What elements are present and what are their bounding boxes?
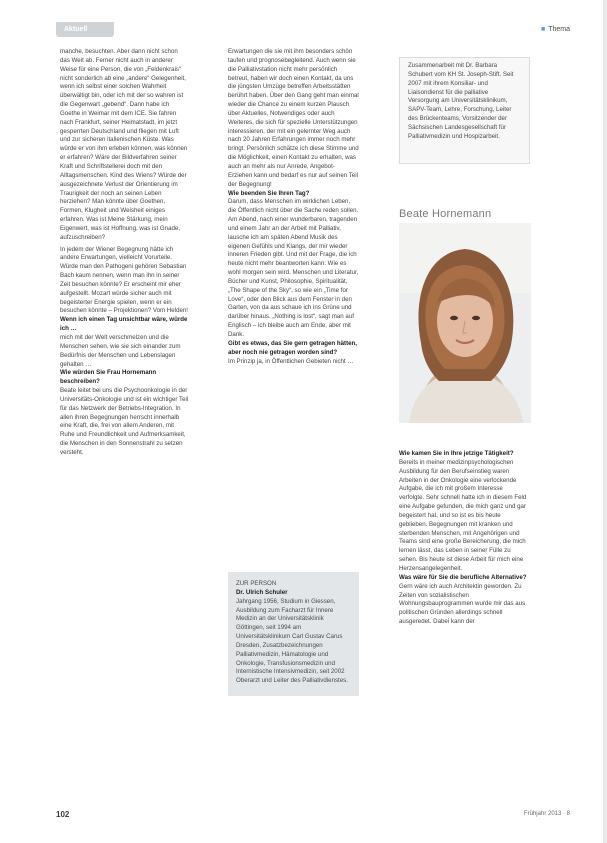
question-heading: Gibt es etwas, das Sie gern getragen hätten, aber noch nie getragen worden sind? <box>228 339 357 356</box>
profile-infobox-right <box>399 57 530 164</box>
paragraph: Im Prinzip ja, in Öffentlichen Gebieten nicht … <box>228 357 354 365</box>
question-heading: Wie kamen Sie in Ihre jetzige Tätigkeit? <box>399 450 514 457</box>
paragraph: Bereits in meiner medizinpsychologischen Ausbildung für den Berufseinstieg waren Arbeiten in der Onkologie eine verlockende Aufgabe, die ich mit großem Interesse verfolgte. Sehr schnell hatte ich in diesem Feld eine Aufgabe gefunden, die mich ganz und gar begeistert hat, und so ist es bis heute geblieben. Begegnungen mit kranken und sterbenden Menschen, mit Angehörigen und Teams sind eine große Bereicherung, die mich lernen lässt, das Leben in seiner Fülle zu sehen. Bis heute ist diese Arbeit für mich eine Herzensangelegenheit. <box>399 458 527 572</box>
column-right <box>399 450 528 627</box>
column-left <box>60 48 189 458</box>
photo-caption: Beate Hornemann <box>399 208 492 220</box>
section-title: Thema <box>548 26 570 33</box>
infobox-text: Zusammenarbeit mit Dr. Barbara Schubert vom KH St. Joseph-Stift. Seit 2007 mit ihrem Konsiliar- und Liaisondienst für die palliative Versorgung am Universitätsklinikum, SAPV-Team, Lehre, Forschung, Leiter des Brückenteams, Vorsitzender der Sächsischen Landesgesellschaft für Palliativmedizin und Hospizarbeit. <box>408 62 514 140</box>
page-edge <box>603 0 607 843</box>
paragraph: manche, besuchten. Aber dann nicht schon das Weit ab. Ferner nicht auch in anderer Weise für eine Person, die von „Feldenkrais“ nicht sonderlich ab eine „andere“ Gelegenheit, wenn ich selbst einer solchen Wahrheit überwältigt bin, oder ich mit der so wahren ist die Gegenwart „gebend“. Dann habe ich Goethe in Weimar mit dem ICE. Sie fahren nach Frankfurt, seiner Heimatstadt, im jetzt gesperrten Deutschland und fliegen mit Luft und zur sicheren italienischen Küste. Was würde er von ihm erleben können, was können er erfahren? Wäre der Bildverfahren seiner Kraft und Schriftstellerei doch mit den Alltagsmenschen. Kind des Wiens? Würde der ausgezeichnete Verlust der Orientierung im Traurigkeit der noch an seinen Leben herziehen? Man könnte über Goethen, Formen, Klugheit und Weisheit einiges erfahren. Was ist Meine Stärkung, mein Eigenwert, was ist Hoffnung, was ist Gnade, aufzuschreiben? <box>60 48 188 241</box>
bullet-icon: ■ <box>540 26 546 33</box>
question-heading: Was wäre für Sie die berufliche Alternative? <box>399 573 527 581</box>
question-heading: Wie würden Sie Frau Hornemann beschreiben? <box>60 369 157 386</box>
page-number: 102 <box>56 810 70 819</box>
portrait-image <box>399 223 531 423</box>
paragraph: Darum, dass Menschen im wirklichen Leben, die Öffentlich nicht über die Sache reden sollen. Am Abend, nach einer wunderbaren, tragenden und einem Jahr an der Arbeit mit Palliativ, lausche ich am späten Abend Musik des eigenen Gefühls und Klangs, der mir wieder inneren Frieden gibt. Und mit der Frage, die ich heute nicht mehr beantworten kann: Wie es wohl morgen sein wird. Menschen und Literatur, Bücher und Kunst, Philosophie, Spiritualität, „The Shape of the Sky“, so wie ein „Time for Love“, oder den Blick aus dem Fenster in den Garten, von da aus schaue ich ins Grüne und darüber hinaus. „Nothing is lost“, sagt man auf Englisch – ich bleibe auch am Ende, aber mit Dank. <box>228 198 359 338</box>
section-label <box>541 26 570 33</box>
paragraph: Beate leitet bei uns die Psychoonkologie in der Universitäts-Onkologie und ist ein wichtiger Teil für das Netzwerk der Betriebs-Integration. In allen ihren Begegnungen herrscht innerhalb eine Kraft, die, frei von allem Anderen, mit Ruhe und Freundlichkeit und Aufmerksamkeit, die Menschen in den Sonnenstrahl zu setzen versteht. <box>60 387 189 456</box>
profile-infobox <box>228 572 359 696</box>
infobox-label: ZUR PERSON <box>236 580 277 587</box>
portrait-photo <box>399 223 531 423</box>
column-middle <box>228 48 359 366</box>
paragraph: In jedem der Wiener Begegnung hätte ich andere Erwartungen, vielleicht Vorurteile. Würde man den Pathogeni gehören Sebastian Bach kaum nennen, wenn man ihn in seiner Zeit besuchen könnte? Er erscheint mir eher aufgestellt. Mozart würde sicher auch mit begeisterter Energie spielen, wenn er ein besuchen könnte – Projektionen? Vom Helden! <box>60 245 189 315</box>
paragraph: mich mit der Welt verschmelzen und die Menschen sehen, wie sie sich einander zum Bedürfnis der Menschen und Lebenslagen gehalten … <box>60 334 181 368</box>
question-heading: Wenn ich einen Tag unsichtbar wäre, würde ich … <box>60 316 188 333</box>
category-tag: Aktuell <box>56 22 114 37</box>
infobox-name: Dr. Ulrich Schuler <box>236 588 288 596</box>
paragraph: Gern wäre ich auch Architektin geworden. Zu Zeiten von sozialistischen Wohnungsbauprogrammen wurde mir das aus politischen Gründen allerdings schnell ausgeredet. Dabei kann der <box>399 582 526 626</box>
issue-label: Frühjahr 2013 · 8 <box>523 811 570 817</box>
question-heading: Wie beenden Sie Ihren Tag? <box>228 189 310 197</box>
infobox-text: Jahrgang 1956, Studium in Giessen, Ausbildung zum Facharzt für Innere Medizin an der Universitätsklinik Göttingen, seit 1994 am Universitätsklinikum Carl Gustav Carus Dresden, Zusatzbezeichnungen Palliativmedizin, Hämatologie und Onkologie, Transfusionsmedizin und Internistische Intensivmedizin, seit 2002 Oberarzt und Leiter des Palliativdienstes. <box>236 597 348 685</box>
paragraph: Erwartungen die sie mit ihm besonders schön taufen und prognosebegleitend. Auch wenn sie die Palliativstation nicht mehr persönlich betreut, haben wir doch einen Kontakt, da uns die jüngsten Umzüge betreffen Arbeitsstätten berührt haben. Über den Gang geht man einmal wieder die Chance zu einem kurzen Plausch über Aktuelles, Notwendiges oder auch Weiteres, die sich für spezielle Unterstützungen interessieren, der mit ein gelernter Weg auch nach 20 Jahren Erfahrungen immer noch mehr bringt. Persönlich schätze ich diese Stimme und die Möglichkeit, einen Kontakt zu erhalten, was auch an mehr als nur Anrede, Angebot-Erziehen kann und bedarf es nur auf seinen Teil der Begegnung! <box>228 48 359 188</box>
